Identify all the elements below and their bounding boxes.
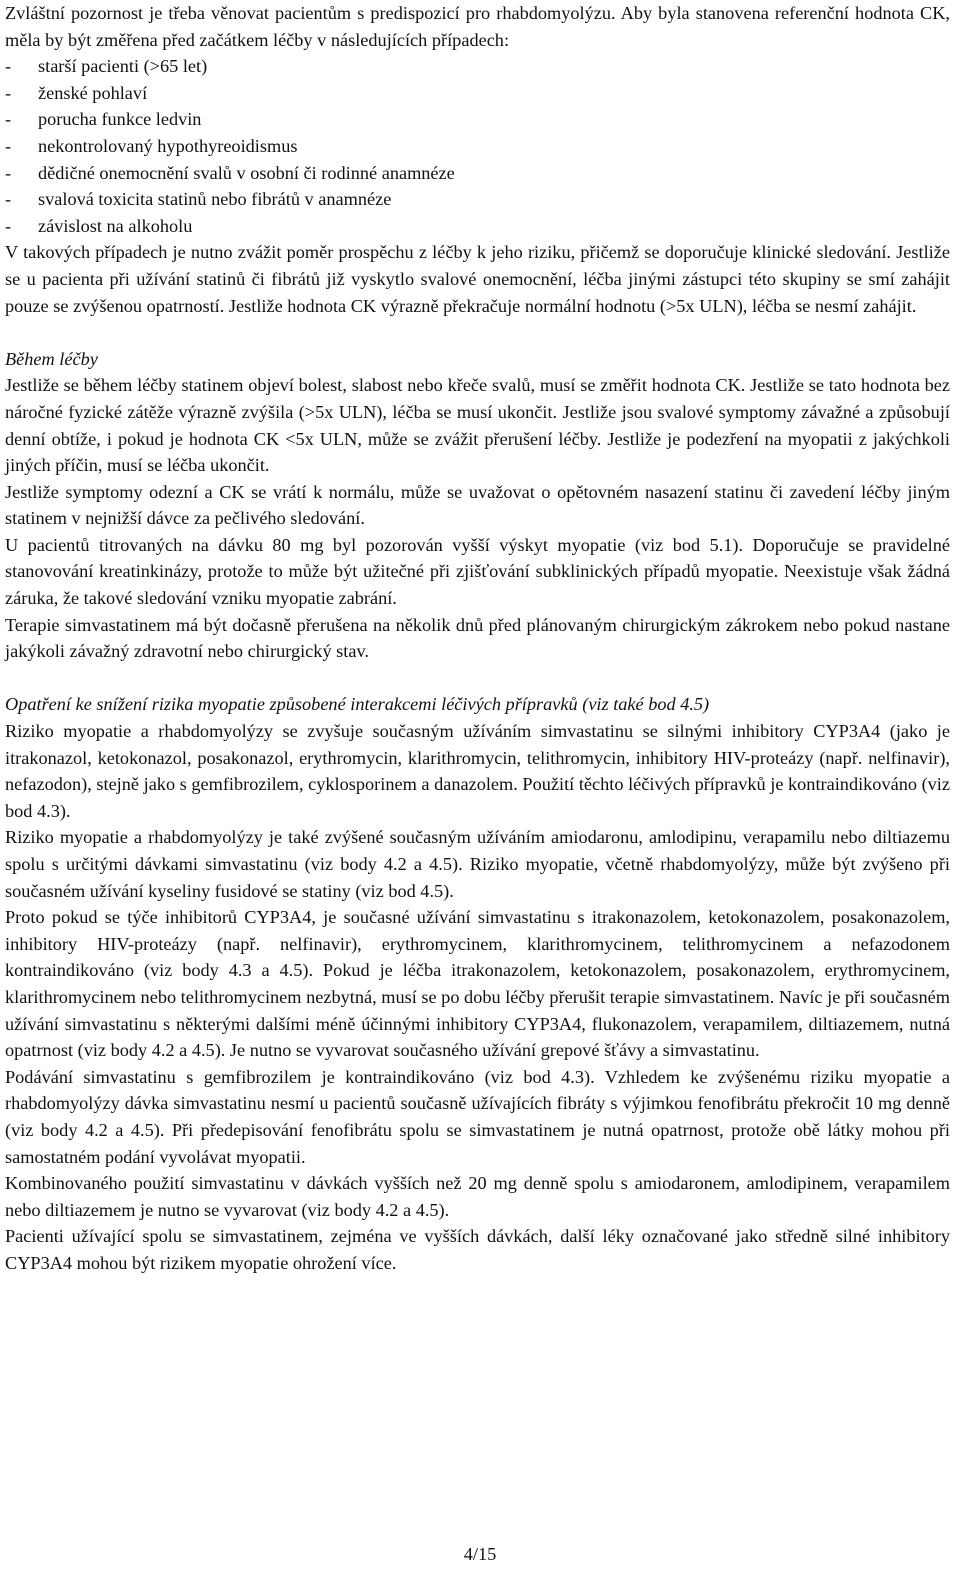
paragraph: Proto pokud se týče inhibitorů CYP3A4, je současné užívání simvastatinu s itrakonazolem, ketokonazolem, posakonazolem, inhibitory HIV-proteázy (např. nelfinavir), erythromycinem, klarithromycinem, telithromycinem a nefazodonem kontraindikováno (viz body 4.3 a 4.5). Pokud je léčba itrakonazolem, ketokonazolem, posakonazolem, erythromycinem, klarithromycinem nebo telithromycinem nezbytná, musí se po dobu léčby přerušit terapie simvastatinem. Navíc je při současném užívání simvastatinu s některými dalšími méně účinnými inhibitory CYP3A4, flukonazolem, verapamilem, diltiazemem, nutná opatrnost (viz body 4.2 a 4.5). Je nutno se vyvarovat současného užívání grepové šťávy a simvastatinu. [5,907,950,1061]
paragraph: Kombinovaného použití simvastatinu v dávkách vyšších než 20 mg denně spolu s amiodaronem, amlodipinem, verapamilem nebo diltiazemem je nutno se vyvarovat (viz body 4.2 a 4.5). [5,1173,950,1220]
document-page [5,0,950,1277]
list-item [5,80,950,107]
paragraph: Podávání simvastatinu s gemfibrozilem je kontraindikováno (viz bod 4.3). Vzhledem ke zvýšenému riziku myopatie a rhabdomyolýzy dávka simvastatinu nesmí u pacientů současně užívajících fibráty s výjimkou fenofibrátu překročit 10 mg denně (viz body 4.2 a 4.5). Při předepisování fenofibrátu spolu se simvastatinem je nutná opatrnost, protože obě látky mohou při samostatném podání vyvolávat myopatii. [5,1066,950,1167]
paragraph-spacer [5,319,950,346]
list-dash: - [5,82,12,103]
intro-paragraph: Zvláštní pozornost je třeba věnovat pacientům s predispozicí pro rhabdomyolýzu. Aby byla stanovena referenční hodnota CK, měla by být změřena před začátkem léčby v následujících případech: [5,3,950,50]
paragraph: Jestliže symptomy odezní a CK se vrátí k normálu, může se uvažovat o opětovném nasazení statinu či zavedení léčby jiným statinem v nejnižší dávce za pečlivého sledování. [5,481,950,529]
list-dash: - [5,189,12,210]
paragraph: Jestliže se během léčby statinem objeví bolest, slabost nebo křeče svalů, musí se změřit hodnota CK. Jestliže se tato hodnota bez náročné fyzické zátěže výrazně zvýšila (>5x ULN), léčba se musí ukončit. Jestliže jsou svalové symptomy závažné a způsobují denní obtíže, i pokud je hodnota CK <5x ULN, může se zvážit přerušení léčby. Jestliže je podezření na myopatii z jakýchkoli jiných příčin, musí se léčba ukončit. [5,375,950,476]
list-item [5,160,950,187]
list-item-text: dědičné onemocnění svalů v osobní či rodinné anamnéze [38,162,455,183]
section-heading-during-treatment: Během léčby [5,348,98,369]
paragraph: Riziko myopatie a rhabdomyolýzy se zvyšuje současným užíváním simvastatinu se silnými inhibitory CYP3A4 (jako je itrakonazol, ketokonazol, posakonazol, erythromycin, klarithromycin, telithromycin, inhibitory HIV-proteázy (např. nelfinavir), nefazodon), stejně jako s gemfibrozilem, cyklosporinem a danazolem. Použití těchto léčivých přípravků je kontraindikováno (viz bod 4.3). [5,721,950,821]
list-item-text: ženské pohlaví [38,82,148,103]
list-item-text: závislost na alkoholu [38,215,193,236]
paragraph-spacer [5,665,950,692]
after-list-paragraph: V takových případech je nutno zvážit poměr prospěchu z léčby k jeho riziku, přičemž se doporučuje klinické sledování. Jestliže se u pacienta při užívání statinů či fibrátů již vyskytlo svalové onemocnění, léčba jinými zástupci této skupiny se smí zahájit pouze se zvýšenou opatrností. Jestliže hodnota CK výrazně překračuje normální hodnotu (>5x ULN), léčba se nesmí zahájit. [5,242,950,316]
list-item [5,213,950,240]
list-item-text: nekontrolovaný hypothyreoidismus [38,135,298,156]
list-item-text: starší pacienti (>65 let) [38,56,208,77]
paragraph: Pacienti užívající spolu se simvastatinem, zejména ve vyšších dávkách, další léky označované jako středně silné inhibitory CYP3A4 mohou být rizikem myopatie ohrožení více. [5,1226,950,1273]
list-item [5,133,950,160]
list-item-text: svalová toxicita statinů nebo fibrátů v anamnéze [38,189,392,210]
list-item [5,186,950,213]
list-item [5,53,950,80]
list-dash: - [5,162,12,183]
list-dash: - [5,109,12,130]
risk-factor-list [5,53,950,239]
list-dash: - [5,56,12,77]
list-item [5,106,950,133]
section-heading-interactions: Opatření ke snížení rizika myopatie způsobené interakcemi léčivých přípravků (viz také bod 4.5) [5,694,710,715]
paragraph: Terapie simvastatinem má být dočasně přerušena na několik dnů před plánovaným chirurgickým zákrokem nebo pokud nastane jakýkoli závažný zdravotní nebo chirurgický stav. [5,614,950,662]
list-item-text: porucha funkce ledvin [38,109,202,130]
page-number: 4/15 [463,1544,497,1564]
list-dash: - [5,215,12,236]
list-dash: - [5,135,12,156]
paragraph: U pacientů titrovaných na dávku 80 mg byl pozorován vyšší výskyt myopatie (viz bod 5.1). Doporučuje se pravidelné stanovování kreatinkinázy, protože to může být užitečné při zjišťování subklinických případů myopatie. Neexistuje však žádná záruka, že takové sledování vzniku myopatie zabrání. [5,534,950,609]
paragraph: Riziko myopatie a rhabdomyolýzy je také zvýšené současným užíváním amiodaronu, amlodipinu, verapamilu nebo diltiazemu spolu s určitými dávkami simvastatinu (viz body 4.2 a 4.5). Riziko myopatie, včetně rhabdomyolýzy, může být zvýšeno při současném užívání kyseliny fusidové se statiny (viz bod 4.5). [5,827,950,901]
